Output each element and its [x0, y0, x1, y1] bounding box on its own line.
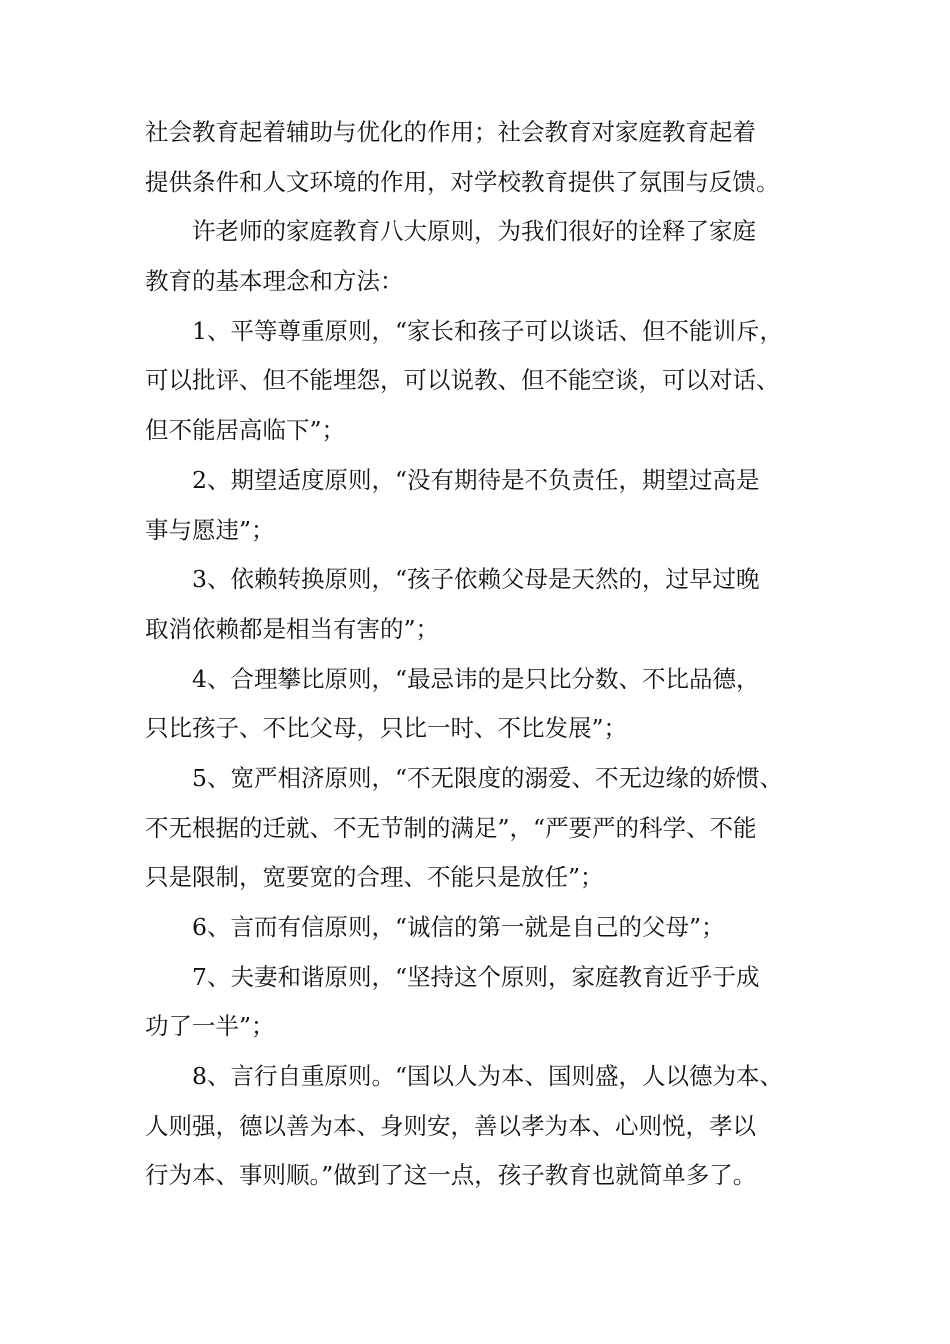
text-line: 事与愿违”；	[145, 515, 275, 544]
principle-2-line: 2、期望适度原则，“没有期待是不负责任，期望过高是	[192, 465, 760, 494]
text-line: 只是限制，宽要宽的合理、不能只是放任”；	[145, 863, 604, 892]
text-line: 功了一半”；	[145, 1012, 275, 1041]
principle-3-line: 3、依赖转换原则，“孩子依赖父母是天然的，过早过晚	[192, 565, 760, 594]
text-line: 可以批评、但不能埋怨，可以说教、但不能空谈，可以对话、	[145, 366, 780, 395]
principle-7-line: 7、夫妻和谐原则，“坚持这个原则，家庭教育近乎于成	[192, 962, 760, 991]
text-line: 取消依赖都是相当有害的”；	[145, 614, 440, 643]
text-line: 只比孩子、不比父母，只比一时、不比发展”；	[145, 714, 628, 743]
principle-5-line: 5、宽严相济原则，“不无限度的溺爱、不无边缘的娇惯、	[192, 763, 783, 792]
text-line: 提供条件和人文环境的作用，对学校教育提供了氛围与反馈。	[145, 167, 780, 196]
principle-4-line: 4、合理攀比原则，“最忌讳的是只比分数、不比品德，	[192, 664, 760, 693]
principle-8-line: 8、言行自重原则。“国以人为本、国则盛，人以德为本、	[192, 1062, 783, 1091]
text-line: 社会教育起着辅助与优化的作用；社会教育对家庭教育起着	[145, 118, 756, 146]
text-line: 行为本、事则顺。”做到了这一点，孩子教育也就简单多了。	[145, 1161, 757, 1190]
principle-6-line: 6、言而有信原则，“诚信的第一就是自己的父母”；	[192, 913, 725, 941]
text-line: 但不能居高临下”；	[145, 416, 346, 445]
text-line: 不无根据的迁就、不无节制的满足”，“严要严的科学、不能	[145, 813, 757, 842]
principle-1-line: 1、平等尊重原则，“家长和孩子可以谈话、但不能训斥，	[192, 316, 783, 345]
document-body	[145, 108, 810, 1201]
text-line: 人则强，德以善为本、身则安，善以孝为本、心则悦，孝以	[145, 1111, 756, 1140]
text-line: 教育的基本理念和方法：	[145, 267, 404, 296]
text-line: 许老师的家庭教育八大原则，为我们很好的诠释了家庭	[192, 217, 756, 246]
